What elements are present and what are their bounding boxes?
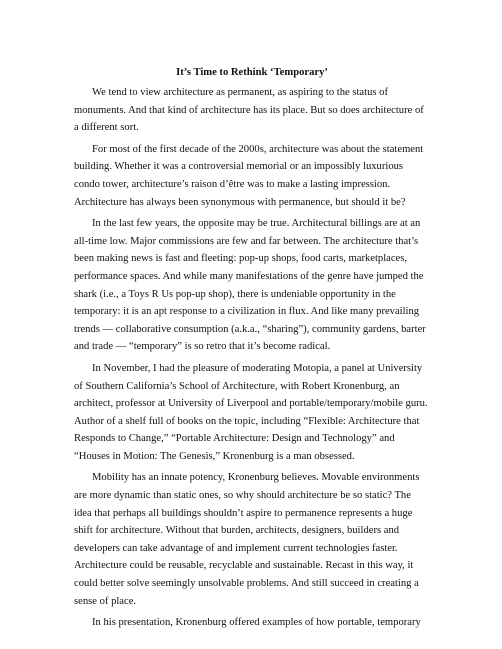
article-body xyxy=(74,64,430,636)
paragraph: For most of the first decade of the 2000s, architecture was about the statement building. Whether it was a controversial memorial or an impossibly luxurious condo tower, architecture’s raison d’être was to make a lasting impression. Architecture has always been synonymous with permanence, but should it be? xyxy=(74,143,424,208)
article-title: It’s Time to Rethink ‘Temporary’ xyxy=(176,67,328,78)
paragraph: In his presentation, Kronenburg offered examples of how portable, temporary xyxy=(92,617,421,629)
paragraph: Mobility has an innate potency, Kronenburg believes. Movable environments are more dynamic than static ones, so why should architecture be so static? The idea that perhaps all buildings shouldn’t aspire to permanence represents a huge shift for architecture. Without that burden, architects, designers, builders and developers can take advantage of and implement current technologies faster. Architecture could be reusable, recyclable and sustainable. Recast in this way, it could better solve seemingly unsolvable problems. And still succeed in creating a sense of place. xyxy=(74,472,420,607)
paragraph: In November, I had the pleasure of moderating Motopia, a panel at University of Southern California’s School of Architecture, with Robert Kronenburg, an architect, professor at University of Liverpool and portable/temporary/mobile guru. Author of a shelf full of books on the topic, including “Flexible: Architecture that Responds to Change,” “Portable Architecture: Design and Technology” and “Houses in Motion: The Genesis,” Kronenburg is a man obsessed. xyxy=(74,362,428,462)
paragraph: In the last few years, the opposite may be true. Architectural billings are at an all-time low. Major commissions are few and far between. The architecture that’s been making news is fast and fleeting: pop-up shops, food carts, marketplaces, performance spaces. And while many manifestations of the genre have jumped the shark (i.e., a Toys R Us pop-up shop), there is undeniable opportunity in the temporary: it is an apt response to a civilization in flux. And like many prevailing trends — collaborative consumption (a.k.a., “sharing”), community gardens, barter and trade — “temporary” is so retro that it’s become radical. xyxy=(74,218,426,353)
paragraph: We tend to view architecture as permanent, as aspiring to the status of monuments. And that kind of architecture has its place. But so does architecture of a different sort. xyxy=(74,87,424,134)
